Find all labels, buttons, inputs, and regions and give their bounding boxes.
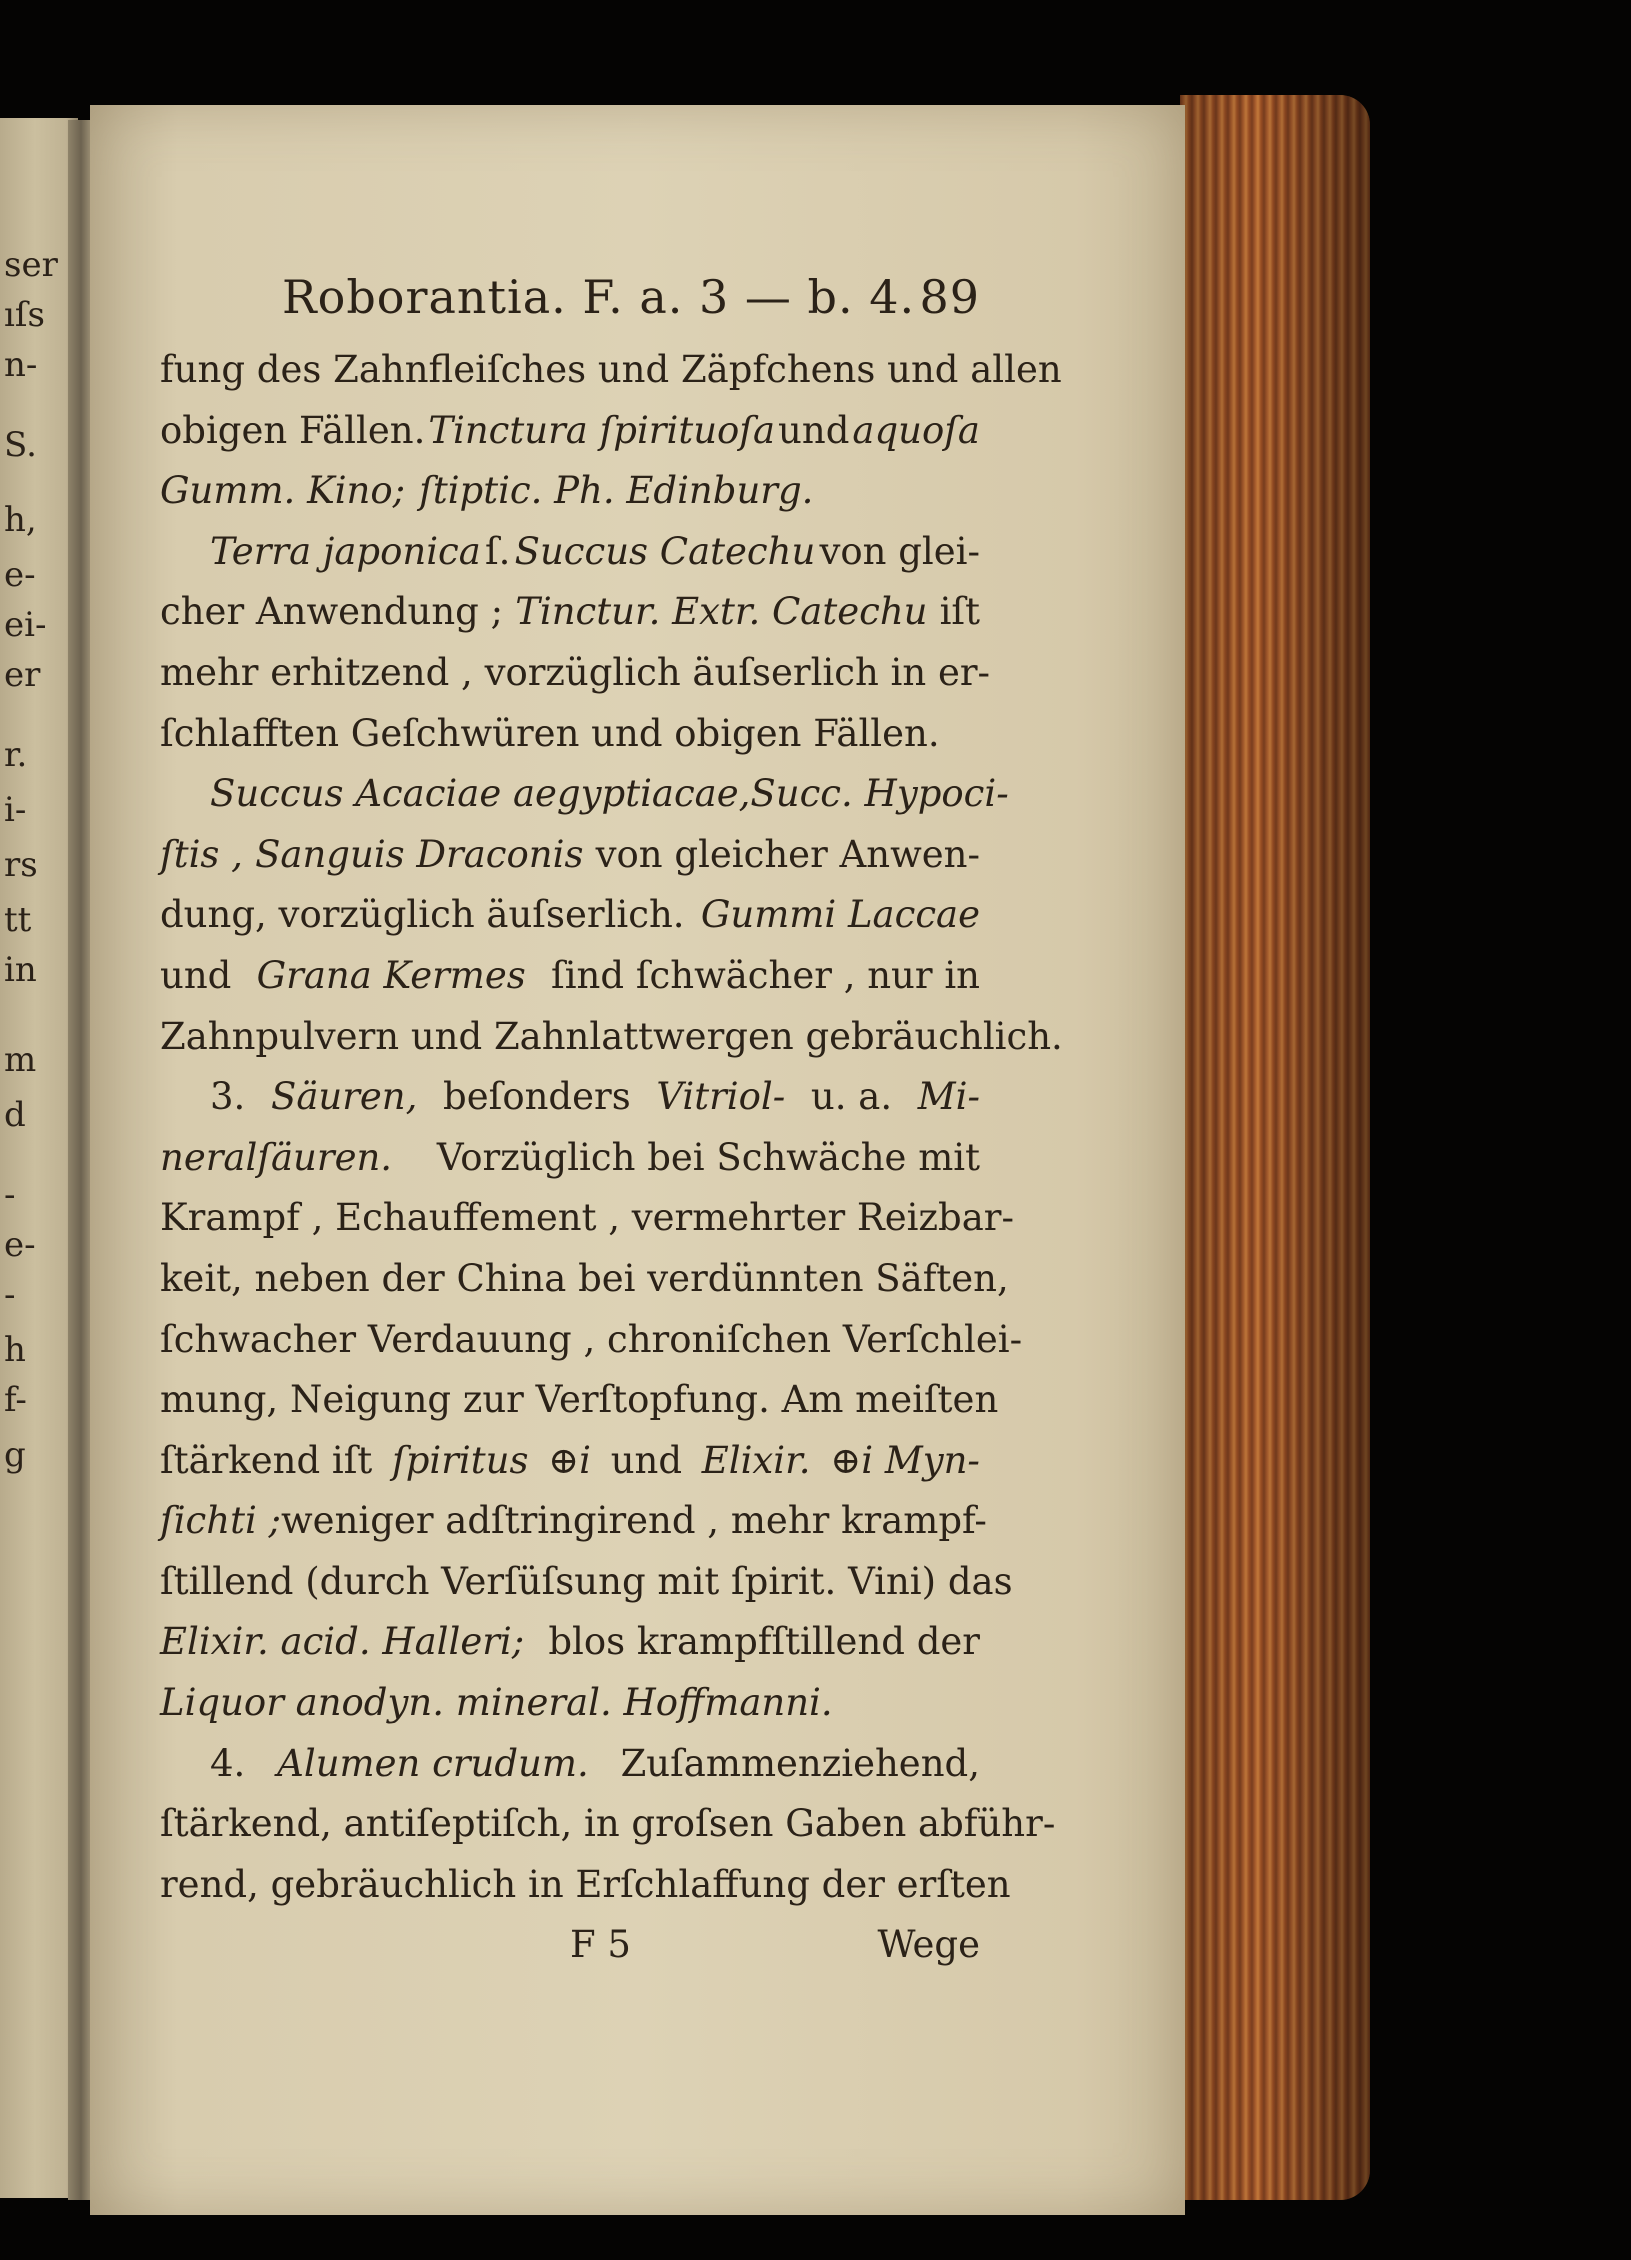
italic-segment: Terra japonica: [210, 529, 481, 573]
text-line: [160, 885, 980, 946]
text-segment: 3.: [210, 1075, 246, 1119]
italic-segment: Gummi Laccae: [700, 893, 980, 937]
previous-page-fragment: d: [4, 1095, 26, 1135]
text-segment: rend, gebräuchlich in Erſchlaffung der erſten: [160, 1862, 1011, 1906]
italic-segment: Säuren,: [270, 1075, 418, 1119]
page-number: 89: [919, 270, 980, 324]
text-segment: Krampf , Echauffement , vermehrter Reizbar-: [160, 1196, 1014, 1240]
text-line: [160, 582, 980, 643]
italic-segment: neralſäuren.: [160, 1135, 393, 1179]
text-segment: ſind ſchwächer , nur in: [551, 953, 980, 997]
page-footer: [160, 1923, 980, 1983]
previous-page-fragment: g: [4, 1435, 26, 1475]
italic-segment: Succus Acaciae aegyptiacae,: [210, 772, 751, 816]
previous-page-fragment: i-: [4, 790, 27, 830]
italic-segment: Grana Kermes: [256, 953, 526, 997]
previous-page-fragment: rs: [4, 845, 38, 885]
text-line: [160, 704, 980, 765]
catchword: Wege: [877, 1923, 980, 1967]
italic-segment: Mi-: [917, 1075, 980, 1119]
text-line: [160, 340, 1062, 401]
previous-page-fragment: ıſs: [4, 295, 45, 335]
text-line: [160, 946, 980, 1007]
text-line: [160, 825, 980, 886]
previous-page-fragment: n-: [4, 345, 38, 385]
text-segment: mehr erhitzend , vorzüglich äuſserlich in er-: [160, 650, 991, 694]
text-line: [160, 522, 980, 583]
text-segment: ſchwacher Verdauung , chroniſchen Verſchlei-: [160, 1317, 1023, 1361]
running-head: [160, 270, 980, 340]
text-segment: fung des Zahnfleiſches und Zäpfchens und allen: [160, 348, 1062, 391]
italic-segment: Alumen crudum.: [277, 1741, 589, 1785]
text-segment: und: [778, 408, 850, 452]
text-segment: weniger adſtringirend , mehr krampf-: [281, 1499, 987, 1543]
text-segment: ſtillend (durch Verſüſsung mit ſpirit. Vini) das: [160, 1559, 1013, 1603]
text-line: [160, 1249, 1009, 1310]
italic-segment: ſichti ;: [160, 1499, 282, 1543]
previous-page-fragment: tt: [4, 900, 32, 940]
text-line: [160, 1612, 980, 1673]
text-segment: dung, vorzüglich äuſserlich.: [160, 893, 685, 937]
text-line: [160, 1067, 980, 1128]
text-line: [160, 1855, 1011, 1916]
italic-segment: Gumm. Kino;: [160, 469, 406, 513]
text-segment: blos krampfſtillend der: [548, 1620, 980, 1664]
previous-page-fragment: m: [4, 1040, 37, 1080]
text-line: [160, 401, 980, 462]
italic-segment: Tinctura ſpirituoſa: [428, 408, 776, 452]
text-segment: keit, neben der China bei verdünnten Säften,: [160, 1256, 1009, 1300]
text-segment: mung, Neigung zur Verſtopfung. Am meiſten: [160, 1378, 999, 1422]
text-line: [160, 1491, 987, 1552]
italic-segment: ſtis ,: [160, 832, 243, 876]
text-segment: Zuſammenziehend,: [620, 1741, 980, 1785]
italic-segment: ⊕i: [548, 1438, 591, 1482]
previous-page-fragment: -: [4, 1175, 16, 1215]
text-segment: cher Anwendung ;: [160, 590, 504, 634]
text-line: [160, 1370, 999, 1431]
text-segment: beſonders: [443, 1075, 631, 1119]
text-segment: Vorzüglich bei Schwäche mit: [436, 1135, 980, 1179]
text-segment: iſt: [939, 590, 980, 634]
signature-mark: F 5: [570, 1923, 631, 1967]
text-segment: ſtärkend iſt: [160, 1438, 373, 1482]
text-segment: von glei-: [819, 529, 980, 573]
previous-page-fragment: f-: [4, 1380, 27, 1420]
text-line: [160, 1007, 1063, 1068]
previous-page-fragment: e-: [4, 555, 36, 595]
text-line: [160, 1794, 1056, 1855]
previous-page-fragment: r.: [4, 735, 28, 775]
previous-page-fragment: in: [4, 950, 37, 990]
italic-segment: ſpiritus: [392, 1438, 529, 1482]
italic-segment: ⊕i Myn-: [830, 1438, 980, 1482]
text-line: [160, 1552, 1013, 1613]
italic-segment: Succus Catechu: [514, 529, 816, 573]
previous-page-fragment: h: [4, 1330, 26, 1370]
previous-page-fragment: S.: [4, 425, 37, 465]
previous-page-fragment: h,: [4, 500, 37, 540]
text-line: [160, 1673, 980, 1734]
text-line: [160, 1188, 1014, 1249]
previous-page-fragment: ei-: [4, 605, 47, 645]
italic-segment: Elixir. acid. Halleri;: [160, 1620, 525, 1664]
italic-segment: Elixir.: [701, 1438, 811, 1482]
text-line: [160, 643, 991, 704]
running-head-title: Roborantia. F. a. 3 — b. 4.: [282, 270, 916, 324]
previous-page-fragment: -: [4, 1275, 16, 1315]
previous-page-fragment: er: [4, 655, 41, 695]
text-segment: ſtärkend, antiſeptiſch, in groſsen Gaben abführ-: [160, 1802, 1056, 1846]
body-text: [160, 340, 1063, 1915]
italic-segment: Liquor anodyn. mineral. Hoffmanni.: [160, 1681, 833, 1725]
text-line: [160, 1734, 980, 1795]
italic-segment: aquoſa: [852, 408, 980, 452]
italic-segment: Succ. Hypoci-: [750, 772, 1009, 816]
text-segment: von gleicher Anwen-: [595, 832, 980, 876]
text-line: [160, 1431, 980, 1492]
text-segment: und: [160, 953, 232, 997]
italic-segment: ſtiptic. Ph. Edinburg.: [419, 469, 814, 513]
italic-segment: Tinctur. Extr. Catechu: [515, 590, 928, 634]
page-text-block: [160, 270, 1063, 1983]
text-line: [160, 764, 1009, 825]
text-line: [160, 1310, 1023, 1371]
text-segment: 4.: [210, 1741, 246, 1785]
previous-page-fragment: ser: [4, 245, 58, 285]
text-segment: Zahnpulvern und Zahnlattwergen gebräuchlich.: [160, 1014, 1063, 1058]
text-segment: ſ.: [484, 529, 511, 573]
text-line: [160, 1128, 980, 1189]
previous-page-fragment: e-: [4, 1225, 36, 1265]
text-segment: obigen Fällen.: [160, 408, 426, 452]
italic-segment: Sanguis Draconis: [255, 832, 584, 876]
page-edges-shade: [1180, 95, 1370, 2200]
text-segment: u. a.: [810, 1075, 893, 1119]
text-line: [160, 461, 980, 522]
italic-segment: Vitriol-: [656, 1075, 786, 1119]
text-segment: ſchlafften Geſchwüren und obigen Fällen.: [160, 711, 940, 755]
text-segment: und: [610, 1438, 683, 1482]
